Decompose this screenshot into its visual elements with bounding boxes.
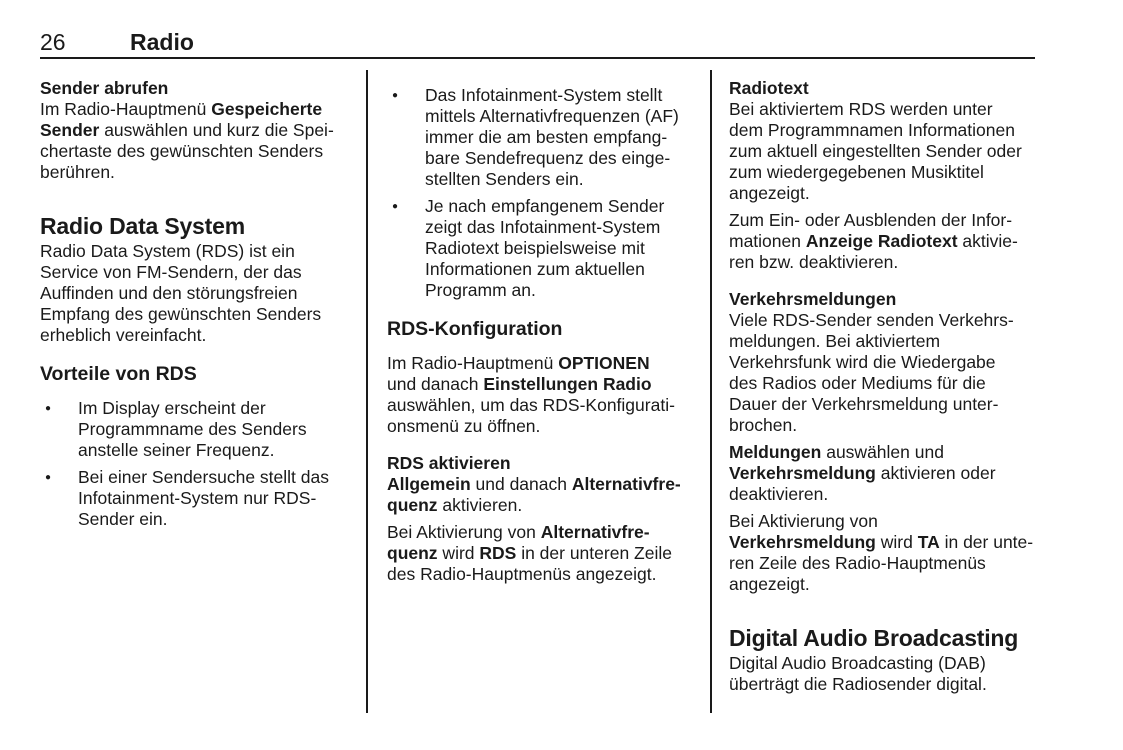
list-item — [387, 85, 709, 190]
text-line — [729, 574, 1051, 595]
text-line — [78, 398, 362, 419]
text-run: brochen. — [729, 415, 798, 435]
text-run: immer die am besten empfang- — [425, 127, 668, 147]
text-run: Auffinden und den störungsfreien — [40, 283, 298, 303]
text-line — [729, 394, 1051, 415]
list-item — [40, 398, 362, 461]
header-divider — [40, 57, 1035, 59]
text-run: erheblich vereinfacht. — [40, 325, 207, 345]
text-run: Allgemein — [387, 474, 471, 494]
column-divider-2 — [710, 70, 712, 713]
bullet-icon: ● — [45, 472, 52, 483]
paragraph — [729, 310, 1051, 436]
text-line — [425, 127, 709, 148]
text-run: und danach — [387, 374, 484, 394]
text-line — [387, 353, 709, 374]
text-run: bare Sendefrequenz des einge- — [425, 148, 671, 168]
text-line — [387, 374, 709, 395]
text-run: Sender — [40, 120, 100, 140]
text-run: auswählen, um das RDS-Konfigurati- — [387, 395, 675, 415]
text-run: Im Display erscheint der — [78, 398, 266, 418]
paragraph — [40, 99, 362, 183]
text-run: angezeigt. — [729, 574, 810, 594]
paragraph — [729, 442, 1051, 505]
text-run: TA — [917, 532, 940, 552]
text-line — [425, 259, 709, 280]
text-line — [729, 511, 1051, 532]
text-run: aktivieren oder — [875, 463, 996, 483]
text-line — [78, 488, 362, 509]
paragraph — [729, 511, 1051, 595]
text-run: Sender ein. — [78, 509, 168, 529]
text-line — [729, 252, 1051, 273]
text-run: zeigt das Infotainment-System — [425, 217, 661, 237]
text-run: aktivieren. — [437, 495, 523, 515]
text-line — [729, 210, 1051, 231]
text-run: Viele RDS-Sender senden Verkehrs- — [729, 310, 1014, 330]
text-line — [729, 653, 1051, 674]
text-run: Bei aktiviertem RDS werden unter — [729, 99, 993, 119]
text-line — [425, 148, 709, 169]
text-line — [387, 564, 709, 585]
list-item — [387, 196, 709, 301]
text-run: auswählen und kurz die Spei- — [99, 120, 334, 140]
text-line — [78, 419, 362, 440]
list-item-text — [78, 467, 362, 530]
text-line — [40, 162, 362, 183]
text-run: Das Infotainment-System stellt — [425, 85, 663, 105]
text-line — [729, 373, 1051, 394]
bullet-icon: ● — [392, 201, 399, 212]
text-run: und danach — [470, 474, 572, 494]
text-run: Je nach empfangenem Sender — [425, 196, 665, 216]
text-line — [425, 85, 709, 106]
text-line — [729, 183, 1051, 204]
text-run: Verkehrsmeldung — [729, 463, 876, 483]
text-line — [425, 238, 709, 259]
text-run: Informationen zum aktuellen — [425, 259, 645, 279]
text-line — [40, 241, 362, 262]
text-line — [729, 674, 1051, 695]
column-divider-1 — [366, 70, 368, 713]
text-run: quenz — [387, 543, 438, 563]
text-run: Im Radio-Hauptmenü — [387, 353, 559, 373]
page-number: 26 — [40, 29, 66, 55]
text-line — [40, 283, 362, 304]
text-line — [387, 416, 709, 437]
text-run: stellten Senders ein. — [425, 169, 584, 189]
list-item-text — [425, 196, 709, 301]
text-run: des Radio-Hauptmenüs angezeigt. — [387, 564, 657, 584]
text-run: mittels Alternativfrequenzen (AF) — [425, 106, 679, 126]
text-line — [729, 231, 1051, 252]
list-item-text — [425, 85, 709, 190]
text-run: überträgt die Radiosender digital. — [729, 674, 987, 694]
text-line — [729, 484, 1051, 505]
text-run: Radiotext beispielsweise mit — [425, 238, 645, 258]
text-line — [425, 217, 709, 238]
text-run: ren Zeile des Radio-Hauptmenüs — [729, 553, 986, 573]
text-run: Einstellungen Radio — [483, 374, 652, 394]
text-line — [425, 169, 709, 190]
text-column-1 — [40, 78, 362, 530]
text-line — [40, 120, 362, 141]
paragraph — [387, 522, 709, 585]
text-run: deaktivieren. — [729, 484, 829, 504]
text-line — [729, 310, 1051, 331]
text-line — [40, 99, 362, 120]
text-run: chertaste des gewünschten Senders — [40, 141, 324, 161]
text-run: Alternativfre- — [571, 474, 681, 494]
text-run: Infotainment-System nur RDS- — [78, 488, 317, 508]
text-line — [387, 495, 709, 516]
paragraph — [387, 353, 709, 437]
text-run: anstelle seiner Frequenz. — [78, 440, 275, 460]
text-run: wird — [437, 543, 480, 563]
text-line — [425, 196, 709, 217]
section-title: Digital Audio Broadcasting — [729, 625, 1019, 651]
text-line — [387, 522, 709, 543]
text-line — [425, 106, 709, 127]
text-run: angezeigt. — [729, 183, 810, 203]
text-run: Zum Ein- oder Ausblenden der Infor- — [729, 210, 1013, 230]
text-run: Programmname des Senders — [78, 419, 307, 439]
text-line — [387, 395, 709, 416]
text-line — [729, 141, 1051, 162]
text-line — [40, 141, 362, 162]
bullet-icon: ● — [45, 403, 52, 414]
text-run: aktivie- — [957, 231, 1018, 251]
subsection-heading: RDS-Konfiguration — [387, 318, 563, 340]
text-run: RDS — [479, 543, 517, 563]
text-run: in der unte- — [939, 532, 1034, 552]
section-title: Radio Data System — [40, 213, 245, 239]
text-line — [729, 99, 1051, 120]
paragraph — [729, 653, 1051, 695]
text-run: Service von FM-Sendern, der das — [40, 262, 302, 282]
text-run: onsmenü zu öffnen. — [387, 416, 541, 436]
text-line — [425, 280, 709, 301]
text-line — [40, 325, 362, 346]
text-run: Verkehrsfunk wird die Wiedergabe — [729, 352, 996, 372]
text-run: meldungen. Bei aktiviertem — [729, 331, 941, 351]
text-line — [729, 331, 1051, 352]
text-run: mationen — [729, 231, 806, 251]
subsection-heading: Vorteile von RDS — [40, 363, 197, 385]
text-line — [729, 442, 1051, 463]
bullet-icon: ● — [392, 90, 399, 101]
text-line — [78, 440, 362, 461]
topic-heading: Radiotext — [729, 78, 809, 98]
text-line — [387, 543, 709, 564]
text-column-3 — [729, 78, 1051, 695]
text-line — [729, 162, 1051, 183]
text-run: Alternativfre- — [540, 522, 650, 542]
text-run: Programm an. — [425, 280, 536, 300]
text-run: zum aktuell eingestellten Sender oder — [729, 141, 1022, 161]
list-item-text — [78, 398, 362, 461]
text-run: Radio Data System (RDS) ist ein — [40, 241, 295, 261]
topic-heading: Sender abrufen — [40, 78, 169, 98]
text-run: auswählen und — [821, 442, 944, 462]
text-column-2 — [387, 78, 709, 585]
paragraph — [40, 241, 362, 346]
text-line — [78, 467, 362, 488]
text-run: Dauer der Verkehrsmeldung unter- — [729, 394, 999, 414]
text-line — [40, 304, 362, 325]
text-line — [729, 532, 1051, 553]
text-line — [729, 352, 1051, 373]
topic-heading: RDS aktivieren — [387, 453, 511, 473]
text-run: ren bzw. deaktivieren. — [729, 252, 899, 272]
text-run: OPTIONEN — [558, 353, 650, 373]
text-run: Bei einer Sendersuche stellt das — [78, 467, 329, 487]
text-run: des Radios oder Mediums für die — [729, 373, 986, 393]
paragraph — [729, 210, 1051, 273]
text-run: Gespeicherte — [211, 99, 323, 119]
text-run: in der unteren Zeile — [516, 543, 672, 563]
text-run: dem Programmnamen Informationen — [729, 120, 1015, 140]
text-run: zum wiedergegebenen Musiktitel — [729, 162, 984, 182]
paragraph — [729, 99, 1051, 204]
text-run: wird — [875, 532, 918, 552]
text-line — [387, 474, 709, 495]
text-line — [729, 415, 1051, 436]
list-item — [40, 467, 362, 530]
text-run: Empfang des gewünschten Senders — [40, 304, 322, 324]
paragraph — [387, 474, 709, 516]
text-run: Digital Audio Broadcasting (DAB) — [729, 653, 986, 673]
text-run: Meldungen — [729, 442, 822, 462]
chapter-title: Radio — [130, 29, 194, 55]
text-run: quenz — [387, 495, 438, 515]
text-line — [729, 553, 1051, 574]
text-run: Bei Aktivierung von — [729, 511, 878, 531]
text-run: berühren. — [40, 162, 115, 182]
topic-heading: Verkehrsmeldungen — [729, 289, 897, 309]
text-run: Anzeige Radiotext — [805, 231, 958, 251]
text-run: Bei Aktivierung von — [387, 522, 541, 542]
text-line — [40, 262, 362, 283]
text-line — [729, 463, 1051, 484]
text-run: Im Radio-Hauptmenü — [40, 99, 212, 119]
text-line — [729, 120, 1051, 141]
text-run: Verkehrsmeldung — [729, 532, 876, 552]
text-line — [78, 509, 362, 530]
